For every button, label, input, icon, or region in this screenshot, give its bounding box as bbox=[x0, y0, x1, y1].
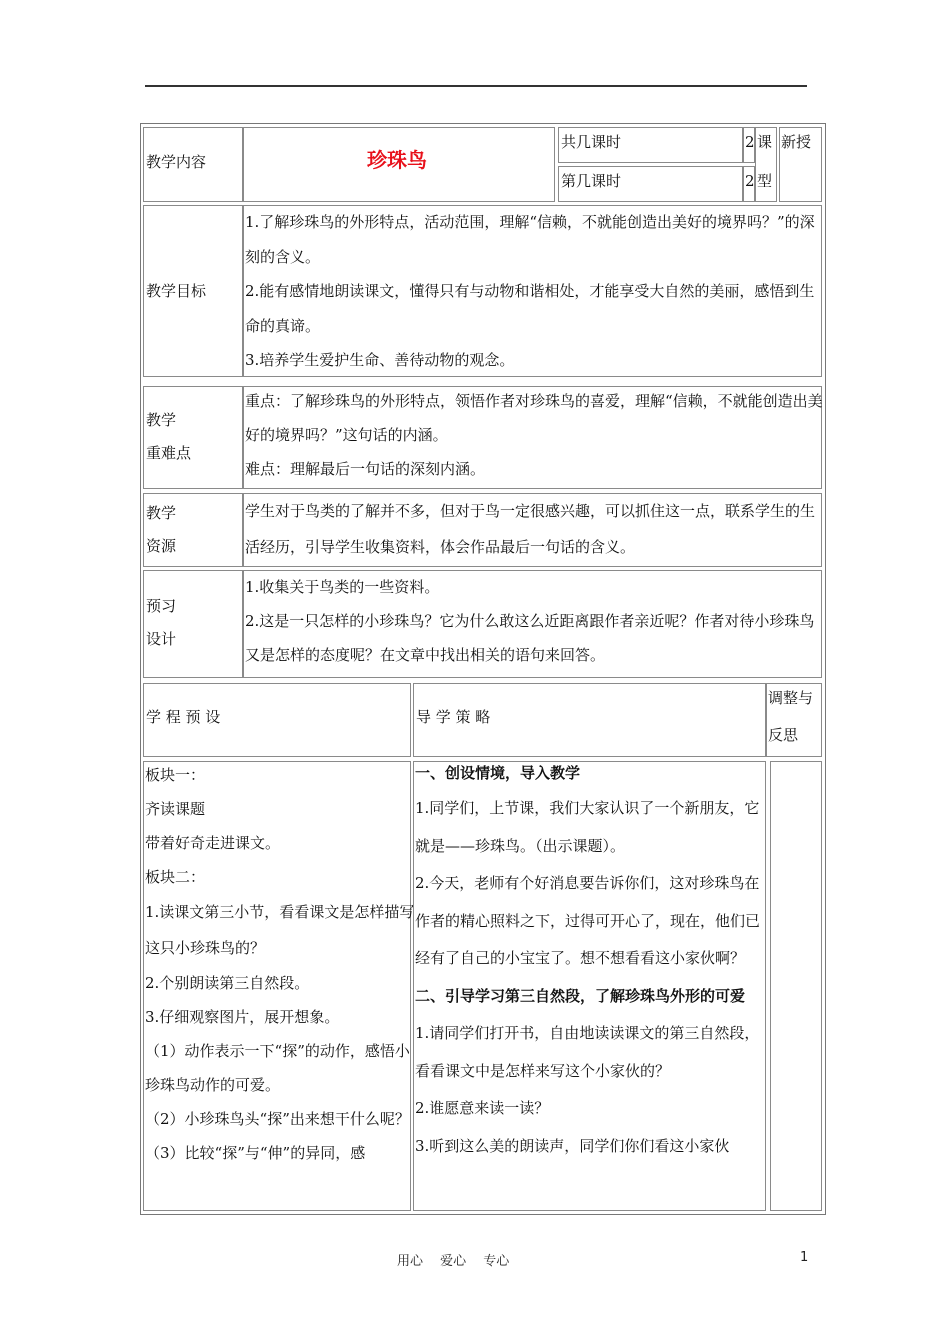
process-left-item: 3.仔细观察图片，展开想象。 bbox=[145, 1008, 340, 1026]
process-right-item: 1.同学们，上节课，我们大家认识了一个新朋友，它就是——珍珠鸟。（出示课题）。 bbox=[415, 799, 760, 855]
type-label-1: 课 bbox=[757, 133, 773, 151]
preview-label-1: 预习 bbox=[146, 597, 177, 615]
resources-content: 学生对于鸟类的了解并不多，但对于鸟一定很感兴趣，可以抓住这一点，联系学生的生活经历，引导学生收集资料，体会作品最后一句话的含义。 bbox=[245, 502, 816, 556]
process-right-item: 2.今天，老师有个好消息要告诉你们，这对珍珠鸟在作者的精心照料之下，过得可开心了，现在，他们已经有了自己的小宝宝了。想不想看看这小家伙啊？ bbox=[415, 874, 761, 967]
key-points-label-2: 重难点 bbox=[146, 444, 192, 462]
process-right-item: 2.谁愿意来读一读？ bbox=[415, 1099, 550, 1117]
process-reflection-cell bbox=[770, 761, 822, 1211]
process-left-content bbox=[145, 758, 415, 1208]
process-left-item: 2.个别朗读第三自然段。 bbox=[145, 974, 310, 992]
key-points-label-1: 教学 bbox=[146, 411, 177, 429]
process-left-item: 1.读课文第三小节，看看课文是怎样描写这只小珍珠鸟的？ bbox=[145, 903, 415, 957]
objective-item: 3.培养学生爱护生命、善待动物的观念。 bbox=[245, 351, 515, 369]
page-number: 1 bbox=[800, 1250, 809, 1265]
preview-item: 1.收集关于鸟类的一些资料。 bbox=[245, 578, 440, 596]
content-label: 教学内容 bbox=[146, 153, 207, 171]
preview-item: 2.这是一只怎样的小珍珠鸟？它为什么敢这么近距离跟作者亲近呢？作者对待小珍珠鸟又是怎样的态度呢？在文章中找出相关的语句来回答。 bbox=[245, 612, 815, 664]
process-col2-header: 导 学 策 略 bbox=[416, 708, 491, 726]
process-right-heading: 二、引导学习第三自然段，了解珍珠鸟外形的可爱 bbox=[415, 986, 746, 1005]
type-value: 新授 bbox=[781, 133, 812, 151]
current-hour-value: 2 bbox=[745, 172, 755, 190]
type-label-2: 型 bbox=[757, 172, 773, 190]
process-col1-header: 学 程 预 设 bbox=[146, 708, 221, 726]
process-left-item: （1）动作表示一下“探”的动作，感悟小珍珠鸟动作的可爱。 bbox=[145, 1042, 410, 1094]
key-point-text: 重点：了解珍珠鸟的外形特点，领悟作者对珍珠鸟的喜爱，理解“信赖，不就能创造出美好的境界吗？”这句话的内涵。 bbox=[245, 392, 823, 444]
resources-label-2: 资源 bbox=[146, 537, 177, 555]
process-right-item: 1.请同学们打开书，自由地读读课文的第三自然段，看看课文中是怎样来写这个小家伙的？ bbox=[415, 1024, 760, 1080]
process-right-heading: 一、创设情境，导入教学 bbox=[415, 764, 581, 782]
current-hour-label: 第几课时 bbox=[561, 172, 622, 190]
lesson-title: 珍珠鸟 bbox=[367, 148, 427, 172]
process-left-item: 板块二： bbox=[145, 868, 206, 886]
process-right-item: 3.听到这么美的朗读声，同学们你们看这小家伙 bbox=[415, 1136, 730, 1155]
process-left-item: （3）比较“探”与“伸”的异同，感 bbox=[145, 1144, 366, 1162]
process-left-item: （2）小珍珠鸟头“探”出来想干什么呢？ bbox=[145, 1110, 410, 1128]
resources-label-1: 教学 bbox=[146, 504, 177, 522]
difficulty-text: 难点：理解最后一句话的深刻内涵。 bbox=[245, 460, 486, 478]
process-left-item: 板块一： bbox=[145, 766, 206, 784]
objectives-content bbox=[245, 205, 823, 378]
objective-item: 2.能有感情地朗读课文，懂得只有与动物和谐相处，才能享受大自然的美丽，感悟到生命的真谛。 bbox=[245, 282, 815, 335]
key-points-content bbox=[245, 384, 823, 486]
process-right-content bbox=[415, 756, 768, 1211]
preview-label-2: 设计 bbox=[146, 630, 177, 648]
process-left-item: 齐读课题 bbox=[145, 800, 206, 818]
total-hours-label: 共几课时 bbox=[561, 133, 622, 151]
process-left-item: 带着好奇走进课文。 bbox=[145, 834, 281, 852]
footer-motto: 用心 爱心 专心 bbox=[397, 1254, 510, 1269]
objective-item: 1.了解珍珠鸟的外形特点，活动范围，理解“信赖，不就能创造出美好的境界吗？”的深刻的含义。 bbox=[245, 213, 815, 266]
objectives-label: 教学目标 bbox=[146, 282, 207, 300]
total-hours-value: 2 bbox=[745, 133, 755, 151]
preview-content bbox=[245, 570, 823, 672]
process-col3-header: 调整与反思 bbox=[768, 689, 814, 744]
header-rule bbox=[145, 85, 807, 87]
